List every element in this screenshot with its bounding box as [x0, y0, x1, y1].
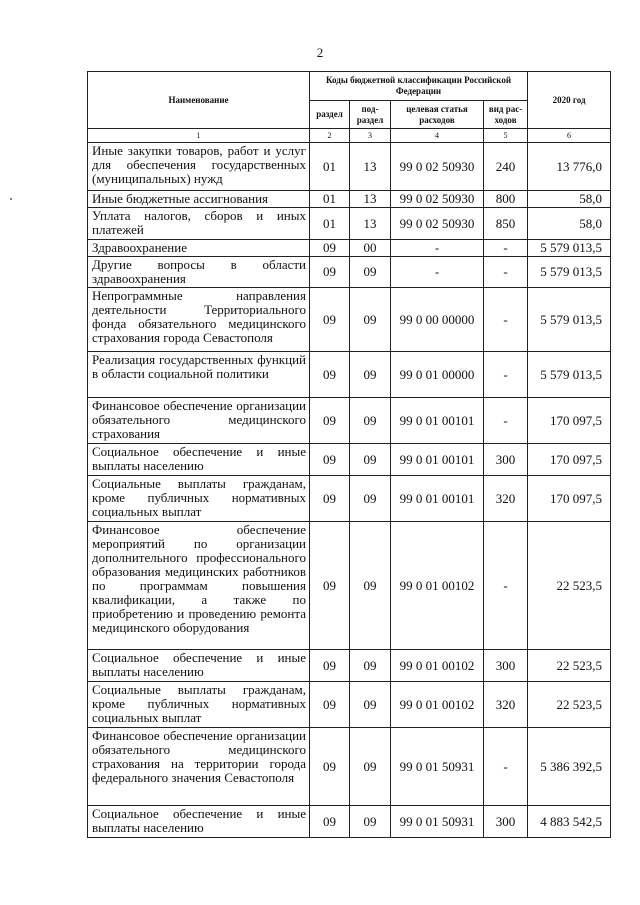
expense-name-cell: Социальные выплаты гражданам, кроме публичных нормативных социальных выплат — [88, 682, 310, 728]
header-codes-group: Коды бюджетной классификации Российской Федерации — [310, 72, 528, 101]
table-row — [88, 476, 611, 522]
table-row — [88, 522, 611, 650]
subsection-code-cell: 09 — [350, 444, 391, 476]
section-code-cell: 09 — [310, 352, 350, 398]
expense-type-cell: - — [484, 240, 528, 257]
table-row — [88, 257, 611, 288]
expense-type-cell: 320 — [484, 476, 528, 522]
target-article-cell: - — [391, 257, 484, 288]
subsection-code-cell: 09 — [350, 257, 391, 288]
target-article-cell: 99 0 01 50931 — [391, 728, 484, 806]
header-year: 2020 год — [528, 72, 611, 129]
expense-type-cell: 300 — [484, 444, 528, 476]
expense-name-cell: Иные бюджетные ассигнования — [88, 191, 310, 208]
target-article-cell: 99 0 02 50930 — [391, 208, 484, 240]
table-row — [88, 208, 611, 240]
table-row — [88, 191, 611, 208]
table-row — [88, 398, 611, 444]
expense-type-cell: - — [484, 728, 528, 806]
section-code-cell: 01 — [310, 191, 350, 208]
table-row — [88, 728, 611, 806]
subsection-code-cell: 09 — [350, 682, 391, 728]
table-row — [88, 806, 611, 838]
header-target: целевая статья расходов — [391, 101, 484, 129]
amount-cell: 58,0 — [528, 208, 611, 240]
amount-cell: 170 097,5 — [528, 444, 611, 476]
table-row — [88, 240, 611, 257]
subsection-code-cell: 09 — [350, 476, 391, 522]
section-code-cell: 09 — [310, 728, 350, 806]
expense-type-cell: - — [484, 352, 528, 398]
expense-name-cell: Финансовое обеспечение организации обязательного медицинского страхования — [88, 398, 310, 444]
target-article-cell: 99 0 02 50930 — [391, 191, 484, 208]
amount-cell: 13 776,0 — [528, 143, 611, 191]
table-row — [88, 143, 611, 191]
amount-cell: 170 097,5 — [528, 476, 611, 522]
expense-type-cell: - — [484, 398, 528, 444]
expense-type-cell: 300 — [484, 806, 528, 838]
expense-name-cell: Непрограммные направления деятельности Территориального фонда обязательного медицинского страхования города Севастополя — [88, 288, 310, 352]
subsection-code-cell: 09 — [350, 650, 391, 682]
expense-name-cell: Социальное обеспечение и иные выплаты населению — [88, 650, 310, 682]
expense-name-cell: Реализация государственных функций в области социальной политики — [88, 352, 310, 398]
header-section: раздел — [310, 101, 350, 129]
target-article-cell: 99 0 01 00000 — [391, 352, 484, 398]
amount-cell: 170 097,5 — [528, 398, 611, 444]
amount-cell: 5 579 013,5 — [528, 240, 611, 257]
section-code-cell: 09 — [310, 240, 350, 257]
expense-type-cell: 300 — [484, 650, 528, 682]
column-number-row — [88, 129, 611, 143]
table-row — [88, 288, 611, 352]
expense-name-cell: Другие вопросы в области здравоохранения — [88, 257, 310, 288]
section-code-cell: 09 — [310, 806, 350, 838]
target-article-cell: 99 0 01 00102 — [391, 682, 484, 728]
subsection-code-cell: 09 — [350, 806, 391, 838]
header-expense-type: вид рас-ходов — [484, 101, 528, 129]
section-code-cell: 09 — [310, 650, 350, 682]
subsection-code-cell: 13 — [350, 143, 391, 191]
expense-type-cell: 800 — [484, 191, 528, 208]
column-number: 4 — [391, 129, 484, 143]
subsection-code-cell: 13 — [350, 191, 391, 208]
section-code-cell: 01 — [310, 143, 350, 191]
amount-cell: 5 579 013,5 — [528, 288, 611, 352]
amount-cell: 22 523,5 — [528, 522, 611, 650]
section-code-cell: 09 — [310, 444, 350, 476]
scan-mark — [10, 198, 12, 200]
section-code-cell: 09 — [310, 257, 350, 288]
table-row — [88, 682, 611, 728]
target-article-cell: 99 0 01 50931 — [391, 806, 484, 838]
subsection-code-cell: 09 — [350, 352, 391, 398]
expense-type-cell: 320 — [484, 682, 528, 728]
budget-table — [87, 71, 611, 838]
expense-type-cell: - — [484, 288, 528, 352]
subsection-code-cell: 09 — [350, 522, 391, 650]
expense-type-cell: - — [484, 522, 528, 650]
target-article-cell: 99 0 01 00101 — [391, 398, 484, 444]
subsection-code-cell: 13 — [350, 208, 391, 240]
section-code-cell: 09 — [310, 522, 350, 650]
amount-cell: 5 579 013,5 — [528, 257, 611, 288]
expense-name-cell: Иные закупки товаров, работ и услуг для обеспечения государственных (муниципальных) нужд — [88, 143, 310, 191]
section-code-cell: 09 — [310, 288, 350, 352]
column-number: 2 — [310, 129, 350, 143]
target-article-cell: 99 0 02 50930 — [391, 143, 484, 191]
expense-name-cell: Социальные выплаты гражданам, кроме публичных нормативных социальных выплат — [88, 476, 310, 522]
expense-name-cell: Здравоохранение — [88, 240, 310, 257]
expense-name-cell: Социальное обеспечение и иные выплаты населению — [88, 806, 310, 838]
subsection-code-cell: 09 — [350, 728, 391, 806]
expense-type-cell: 850 — [484, 208, 528, 240]
expense-type-cell: - — [484, 257, 528, 288]
amount-cell: 58,0 — [528, 191, 611, 208]
column-number: 6 — [528, 129, 611, 143]
header-name: Наименование — [88, 72, 310, 129]
amount-cell: 22 523,5 — [528, 650, 611, 682]
column-number: 5 — [484, 129, 528, 143]
table-row — [88, 444, 611, 476]
expense-name-cell: Социальное обеспечение и иные выплаты населению — [88, 444, 310, 476]
amount-cell: 5 579 013,5 — [528, 352, 611, 398]
table-row — [88, 352, 611, 398]
target-article-cell: 99 0 01 00101 — [391, 444, 484, 476]
target-article-cell: 99 0 01 00102 — [391, 522, 484, 650]
column-number: 3 — [350, 129, 391, 143]
expense-name-cell: Уплата налогов, сборов и иных платежей — [88, 208, 310, 240]
page-number: 2 — [316, 45, 324, 60]
expense-name-cell: Финансовое обеспечение мероприятий по организации дополнительного профессионального образования медицинских работников по программам повышения квалификации, а также по приобретению и проведению ремонта медицинского оборудования — [88, 522, 310, 650]
column-number: 1 — [88, 129, 310, 143]
target-article-cell: 99 0 00 00000 — [391, 288, 484, 352]
subsection-code-cell: 09 — [350, 288, 391, 352]
table-row — [88, 650, 611, 682]
section-code-cell: 09 — [310, 682, 350, 728]
header-subsection: под-раздел — [350, 101, 391, 129]
target-article-cell: - — [391, 240, 484, 257]
subsection-code-cell: 00 — [350, 240, 391, 257]
subsection-code-cell: 09 — [350, 398, 391, 444]
target-article-cell: 99 0 01 00101 — [391, 476, 484, 522]
expense-name-cell: Финансовое обеспечение организации обязательного медицинского страхования на территории города федерального значения Севастополя — [88, 728, 310, 806]
section-code-cell: 09 — [310, 398, 350, 444]
amount-cell: 5 386 392,5 — [528, 728, 611, 806]
amount-cell: 4 883 542,5 — [528, 806, 611, 838]
amount-cell: 22 523,5 — [528, 682, 611, 728]
expense-type-cell: 240 — [484, 143, 528, 191]
section-code-cell: 09 — [310, 476, 350, 522]
target-article-cell: 99 0 01 00102 — [391, 650, 484, 682]
section-code-cell: 01 — [310, 208, 350, 240]
